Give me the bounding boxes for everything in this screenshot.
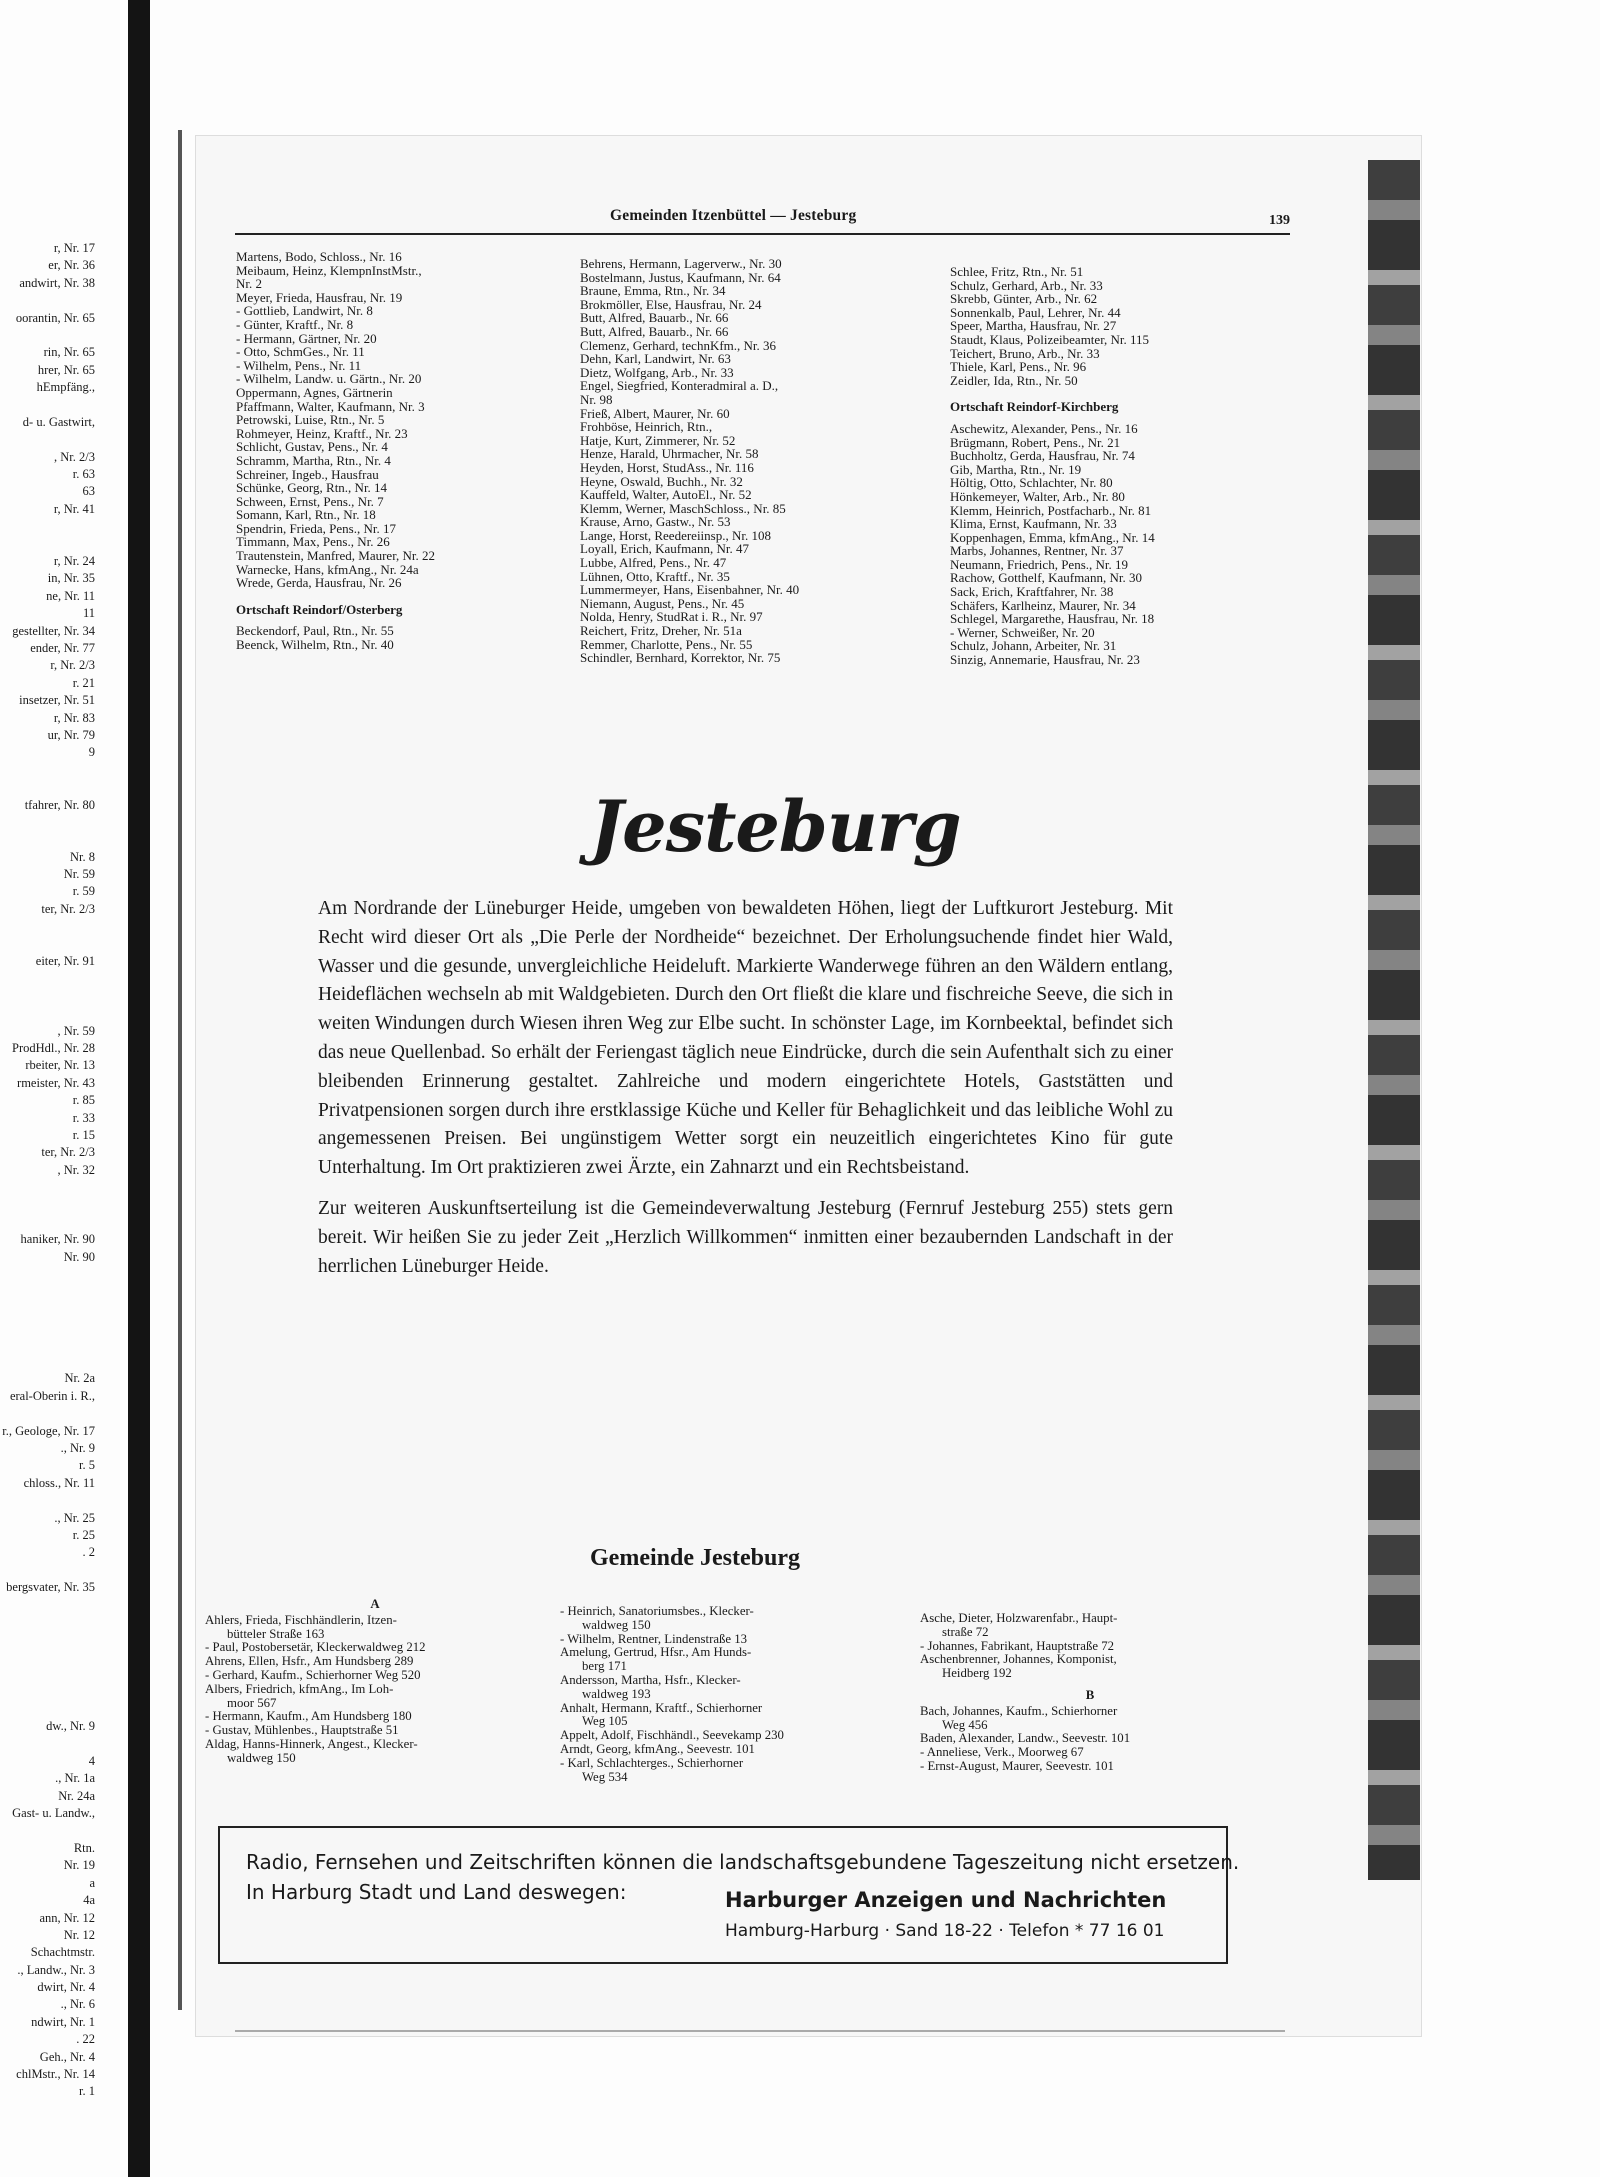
resident-entry-continuation: Weg 456: [942, 1717, 988, 1732]
page-gutter: [178, 130, 182, 2010]
directory-entry: haniker, Nr. 90: [20, 1232, 95, 1247]
directory-entry: Brokmöller, Else, Hausfrau, Nr. 24: [580, 296, 762, 312]
directory-entry: Schulz, Johann, Arbeiter, Nr. 31: [950, 638, 1117, 654]
directory-entry: . 2: [82, 1545, 95, 1560]
directory-entry: chlMstr., Nr. 14: [16, 2067, 95, 2082]
resident-entry-continuation: waldweg 150: [582, 1617, 651, 1632]
directory-entry: , Nr. 2/3: [54, 449, 95, 464]
directory-entry: 4a: [83, 1893, 95, 1908]
directory-entry: - Otto, SchmGes., Nr. 11: [236, 344, 365, 360]
directory-entry: Dietz, Wolfgang, Arb., Nr. 33: [580, 364, 734, 380]
directory-entry: oorantin, Nr. 65: [15, 310, 95, 325]
directory-entry: Teichert, Bruno, Arb., Nr. 33: [950, 345, 1100, 361]
directory-entry: [0, 1631, 170, 1648]
directory-entry: Geh., Nr. 4: [39, 2049, 95, 2064]
directory-entry: [0, 1701, 170, 1718]
directory-entry: [0, 431, 170, 448]
directory-entry: 9: [88, 745, 95, 760]
directory-entry: tfahrer, Nr. 80: [24, 797, 95, 812]
directory-entry: Skrebb, Günter, Arb., Nr. 62: [950, 291, 1098, 307]
resident-entry: Bach, Johannes, Kaufm., Schierhorner: [920, 1703, 1118, 1718]
directory-entry: [0, 327, 170, 344]
directory-entry: Butt, Alfred, Bauarb., Nr. 66: [580, 310, 729, 326]
resident-entry: - Ernst-August, Maurer, Seevestr. 101: [920, 1758, 1114, 1773]
directory-entry: Buchholtz, Gerda, Hausfrau, Nr. 74: [950, 448, 1135, 464]
directory-entry: Sonnenkalb, Paul, Lehrer, Nr. 44: [950, 304, 1121, 320]
directory-entry: Schulz, Gerhard, Arb., Nr. 33: [950, 277, 1103, 293]
directory-entry: ., Nr. 6: [60, 1997, 95, 2012]
directory-entry: Remmer, Charlotte, Pens., Nr. 55: [580, 636, 753, 652]
resident-entry-continuation: moor 567: [227, 1695, 277, 1710]
gemeinde-heading: Gemeinde Jesteburg: [590, 1545, 800, 1571]
directory-entry: , Nr. 32: [57, 1162, 95, 1177]
resident-column-b: [920, 1612, 1260, 1774]
directory-entry: [0, 536, 170, 553]
directory-entry: ann, Nr. 12: [39, 1910, 95, 1925]
directory-entry: Nolda, Henry, StudRat i. R., Nr. 97: [580, 609, 763, 625]
directory-entry: Somann, Karl, Rtn., Nr. 18: [236, 507, 376, 523]
directory-entry: , Nr. 59: [57, 1023, 95, 1038]
directory-entry: [0, 1405, 170, 1422]
directory-entry: Bostelmann, Justus, Kaufmann, Nr. 64: [580, 269, 781, 285]
directory-entry: Höltig, Otto, Schlachter, Nr. 80: [950, 475, 1113, 491]
directory-entry: Klemm, Werner, MaschSchloss., Nr. 85: [580, 500, 786, 516]
directory-entry: Clemenz, Gerhard, technKfm., Nr. 36: [580, 337, 777, 353]
directory-entry: r. 21: [72, 675, 95, 690]
directory-entry: Kauffeld, Walter, AutoEl., Nr. 52: [580, 487, 752, 503]
directory-entry: rbeiter, Nr. 13: [25, 1058, 95, 1073]
directory-entry: Schween, Ernst, Pens., Nr. 7: [236, 493, 384, 509]
ad-line-1: Radio, Fernsehen und Zeitschriften können die landschaftsgebundene Tageszeitung nicht ersetzen.: [246, 1850, 1240, 1874]
directory-entry: Schünke, Georg, Rtn., Nr. 14: [236, 480, 388, 496]
directory-entry: Frohböse, Heinrich, Rtn.,: [580, 419, 713, 435]
directory-entry: insetzer, Nr. 51: [19, 693, 95, 708]
directory-entry: Timmann, Max, Pens., Nr. 26: [236, 534, 390, 550]
directory-entry: [0, 988, 170, 1005]
directory-entry: Dehn, Karl, Landwirt, Nr. 63: [580, 351, 731, 367]
osterberg-list: [236, 624, 566, 651]
directory-entry: [0, 1614, 170, 1631]
directory-entry: Spendrin, Frieda, Pens., Nr. 17: [236, 520, 396, 536]
resident-entry-continuation: berg 171: [582, 1659, 627, 1674]
directory-entry: [0, 1214, 170, 1231]
directory-entry: Rtn.: [73, 1840, 95, 1855]
directory-entry: Trautenstein, Manfred, Maurer, Nr. 22: [236, 548, 436, 564]
directory-entry: Nr. 19: [63, 1858, 95, 1873]
directory-entry: [0, 1336, 170, 1353]
reindorf-list: [580, 257, 910, 665]
resident-list-a2: [560, 1605, 905, 1784]
resident-entry: Andersson, Martha, Hsfr., Klecker-: [560, 1672, 741, 1687]
directory-entry: ., Nr. 9: [60, 1440, 95, 1455]
directory-entry: andwirt, Nr. 38: [19, 275, 95, 290]
resident-entry-continuation: bütteler Straße 163: [227, 1626, 325, 1641]
resident-column-a2: [560, 1605, 905, 1784]
resident-entry: - Gustav, Mühlenbes., Hauptstraße 51: [205, 1723, 399, 1738]
directory-entry: Nr. 12: [63, 1927, 95, 1942]
directory-entry: ne, Nr. 11: [46, 588, 95, 603]
directory-entry: Nr. 2a: [64, 1371, 95, 1386]
newspaper-advertisement: [218, 1826, 1240, 1964]
directory-entry: Schlee, Fritz, Rtn., Nr. 51: [950, 264, 1084, 279]
directory-entry: ., Nr. 25: [54, 1510, 95, 1525]
directory-entry: rmeister, Nr. 43: [17, 1075, 95, 1090]
directory-entry: [0, 762, 170, 779]
resident-entry: Anhalt, Hermann, Kraftf., Schierhorner: [560, 1700, 763, 1715]
directory-entry: Heyden, Horst, StudAss., Nr. 116: [580, 459, 754, 475]
resident-entry: - Paul, Postobersetär, Kleckerwaldweg 212: [205, 1640, 426, 1655]
directory-entry: [0, 1318, 170, 1335]
kirchberg-list: [950, 422, 1280, 667]
directory-entry: . 22: [76, 2032, 95, 2047]
resident-entry-continuation: waldweg 193: [582, 1686, 651, 1701]
directory-entry: - Wilhelm, Pens., Nr. 11: [236, 357, 362, 373]
directory-entry: gestellter, Nr. 34: [12, 623, 95, 638]
directory-entry: bergsvater, Nr. 35: [6, 1580, 95, 1595]
directory-entry: r., Geologe, Nr. 17: [2, 1423, 95, 1438]
directory-entry: [0, 1179, 170, 1196]
directory-entry: r. 63: [72, 467, 95, 482]
directory-entry: [0, 1562, 170, 1579]
directory-entry: Meibaum, Heinz, KlempnInstMstr.,: [236, 262, 422, 278]
directory-entry: Sack, Erich, Kraftfahrer, Nr. 38: [950, 584, 1114, 600]
directory-entry: - Werner, Schweißer, Nr. 20: [950, 624, 1095, 640]
directory-entry: Nr. 59: [63, 867, 95, 882]
directory-entry: - Günter, Kraftf., Nr. 8: [236, 316, 354, 332]
directory-entry: Gib, Martha, Rtn., Nr. 19: [950, 461, 1082, 477]
osterberg-heading: Ortschaft Reindorf/Osterberg: [236, 601, 403, 617]
directory-entry: Nr. 98: [580, 391, 613, 407]
directory-entry: r, Nr. 83: [53, 710, 95, 725]
directory-entry: Nr. 2: [236, 276, 262, 292]
directory-entry: ender, Nr. 77: [30, 640, 95, 655]
directory-entry: Hatje, Kurt, Zimmerer, Nr. 52: [580, 432, 736, 448]
resident-entry: Aschenbrenner, Johannes, Komponist,: [920, 1652, 1117, 1667]
resident-entry: Ahrens, Ellen, Hsfr., Am Hundsberg 289: [205, 1654, 414, 1669]
ad-address: Hamburg-Harburg · Sand 18-22 · Telefon * 77 16 01: [725, 1921, 1165, 1941]
directory-entry: [0, 1666, 170, 1683]
directory-entry: [0, 1301, 170, 1318]
directory-entry: dwirt, Nr. 4: [37, 1980, 95, 1995]
letter-heading-b: B: [1085, 1687, 1095, 1702]
directory-entry: Lummermeyer, Hans, Eisenbahner, Nr. 40: [580, 582, 800, 598]
directory-entry: Loyall, Erich, Kaufmann, Nr. 47: [580, 541, 749, 557]
directory-entry: hrer, Nr. 65: [37, 362, 95, 377]
directory-entry: Heyne, Oswald, Buchh., Nr. 32: [580, 473, 743, 489]
resident-entry: Aldag, Hanns-Hinnerk, Angest., Klecker-: [205, 1736, 418, 1751]
directory-entry: r. 33: [72, 1110, 95, 1125]
directory-entry: d- u. Gastwirt,: [22, 414, 95, 429]
resident-entry: Appelt, Adolf, Fischhändl., Seevekamp 230: [560, 1728, 784, 1743]
directory-entry: Henze, Harald, Uhrmacher, Nr. 58: [580, 446, 759, 462]
directory-entry: Zeidler, Ida, Rtn., Nr. 50: [950, 372, 1078, 388]
directory-entry: eral-Oberin i. R.,: [9, 1388, 95, 1403]
directory-entry: Aschewitz, Alexander, Pens., Nr. 16: [950, 420, 1138, 436]
directory-entry: eiter, Nr. 91: [35, 954, 95, 969]
directory-entry: ProdHdl., Nr. 28: [12, 1040, 95, 1055]
directory-entry: 4: [88, 1753, 95, 1768]
directory-entry: Schäfers, Karlheinz, Maurer, Nr. 34: [950, 597, 1136, 613]
directory-entry: [0, 1649, 170, 1666]
resident-column-a: [205, 1598, 545, 1766]
directory-entry: hEmpfäng.,: [36, 380, 95, 395]
resident-entry: - Anneliese, Verk., Moorweg 67: [920, 1745, 1084, 1760]
directory-entry: Neumann, Friedrich, Pens., Nr. 19: [950, 556, 1129, 572]
directory-entry: r, Nr. 24: [53, 554, 95, 569]
resident-entry: Albers, Friedrich, kfmAng., Im Loh-: [205, 1681, 394, 1696]
directory-entry: Schachtmstr.: [30, 1945, 95, 1960]
directory-entry: Rachow, Gotthelf, Kaufmann, Nr. 30: [950, 570, 1142, 586]
directory-entry: r. 59: [72, 884, 95, 899]
directory-entry: [0, 970, 170, 987]
directory-entry: Krause, Arno, Gastw., Nr. 53: [580, 514, 731, 530]
directory-entry: [0, 1005, 170, 1022]
resident-entry: Ahlers, Frieda, Fischhändlerin, Itzen-: [205, 1612, 397, 1627]
directory-entry: er, Nr. 36: [48, 258, 95, 273]
directory-entry: ur, Nr. 79: [47, 727, 95, 742]
resident-entry: Amelung, Gertrud, Hfsr., Am Hunds-: [560, 1645, 752, 1660]
intro-paragraph-1: Am Nordrande der Lüneburger Heide, umgeben von bewaldeten Höhen, liegt der Luftkurort Jesteburg. Mit Recht wird dieser Ort als „Die Perle der Nordheide“ bezeichnet. Der Erholungsuchende findet hier Wald, Wasser und die gesunde, unvergleichliche Heideluft. Markierte Wanderwege führen an den Wäldern entlang, Heideflächen wechseln ab mit Waldgebieten. Durch den Ort fließt die klare und fischreiche Seeve, die sich in weiten Windungen durch Wiesen ihren Weg zur Elbe sucht. In schönster Lage, im Kornbeektal, befindet sich das neue Quellenbad. So erhält der Feriengast täglich neue Eindrücke, durch die sein Aufenthalt sich zu einer bleibenden Erinnerung gestaltet. Zahlreiche und modern eingerichtete Hotels, Gaststätten und Privatpensionen sorgen durch ihre erstklassige Küche und Keller für Behaglichkeit und das leibliche Wohl zu angemessenen Preisen. Bei ungünstigem Wetter sorgt ein neuzeitlich eingerichtetes Kino für gute Unterhaltung. Im Ort praktizieren zwei Ärzte, ein Zahnarzt und ein Rechtsbeistand.: [318, 898, 1173, 1179]
directory-entry: Niemann, August, Pens., Nr. 45: [580, 595, 745, 611]
directory-entry: [0, 779, 170, 796]
directory-entry: Warnecke, Hans, kfmAng., Nr. 24a: [236, 561, 419, 577]
directory-column-1: [236, 250, 566, 652]
resident-entry: - Karl, Schlachterges., Schierhorner: [560, 1755, 744, 1770]
directory-entry: Engel, Siegfried, Konteradmiral a. D.,: [580, 378, 779, 394]
directory-entry: Lühnen, Otto, Kraftf., Nr. 35: [580, 568, 730, 584]
directory-entry: Beenck, Wilhelm, Rtn., Nr. 40: [236, 637, 394, 653]
directory-entry: [0, 1353, 170, 1370]
directory-entry: r. 1: [79, 2084, 95, 2099]
directory-entry: Butt, Alfred, Bauarb., Nr. 66: [580, 323, 729, 339]
directory-entry: [0, 1283, 170, 1300]
directory-entry: r. 5: [79, 1458, 95, 1473]
left-page-fragments: [0, 240, 170, 2101]
directory-entry: Koppenhagen, Emma, kfmAng., Nr. 14: [950, 529, 1155, 545]
directory-entry: Hönkemeyer, Walter, Arb., Nr. 80: [950, 488, 1125, 504]
directory-entry: Schramm, Martha, Rtn., Nr. 4: [236, 452, 391, 468]
directory-entry: Nr. 8: [70, 849, 95, 864]
directory-entry: [0, 1492, 170, 1509]
directory-entry: ter, Nr. 2/3: [41, 901, 95, 916]
directory-entry: r. 15: [72, 1127, 95, 1142]
resident-entry-continuation: Weg 534: [582, 1769, 628, 1784]
directory-entry: ., Landw., Nr. 3: [17, 1962, 95, 1977]
directory-entry: a: [89, 1875, 95, 1890]
directory-entry: chloss., Nr. 11: [23, 1475, 95, 1490]
directory-entry: rin, Nr. 65: [43, 345, 95, 360]
ad-line-2: In Harburg Stadt und Land deswegen:: [246, 1880, 627, 1904]
resident-entry-continuation: Weg 105: [582, 1714, 628, 1729]
directory-entry: [0, 1736, 170, 1753]
directory-entry: [0, 1266, 170, 1283]
intro-paragraph-2: Zur weiteren Auskunftserteilung ist die Gemeindeverwaltung Jesteburg (Fernruf Jesteburg 255) stets gern bereit. Wir heißen Sie zu jeder Zeit „Herzlich Willkommen“ inmitten einer bezaubernden Landschaft in der herrlichen Lüneburger Heide.: [318, 1197, 1173, 1277]
directory-entry: Nr. 90: [63, 1249, 95, 1264]
directory-entry: [0, 518, 170, 535]
directory-entry: ter, Nr. 2/3: [41, 1145, 95, 1160]
page-number: 139: [1269, 213, 1290, 228]
directory-entry: Braune, Emma, Rtn., Nr. 34: [580, 283, 726, 299]
directory-entry: Schlicht, Gustav, Pens., Nr. 4: [236, 439, 388, 455]
resident-entry: - Hermann, Kaufm., Am Hundsberg 180: [205, 1709, 412, 1724]
directory-entry: - Hermann, Gärtner, Nr. 20: [236, 330, 377, 346]
directory-entry: [0, 1596, 170, 1613]
directory-entry: [0, 936, 170, 953]
resident-entry: - Wilhelm, Rentner, Lindenstraße 13: [560, 1631, 748, 1646]
directory-entry: Lubbe, Alfred, Pens., Nr. 47: [580, 555, 727, 571]
directory-entry: Frieß, Albert, Maurer, Nr. 60: [580, 405, 730, 421]
directory-entry: Brügmann, Robert, Pens., Nr. 21: [950, 434, 1121, 450]
directory-entry: Klima, Ernst, Kaufmann, Nr. 33: [950, 516, 1117, 532]
directory-entry: Reichert, Fritz, Dreher, Nr. 51a: [580, 623, 742, 639]
directory-entry: Sinzig, Annemarie, Hausfrau, Nr. 23: [950, 652, 1140, 668]
intro-text: [318, 895, 1173, 1293]
directory-entry: [0, 1196, 170, 1213]
directory-entry: Wrede, Gerda, Hausfrau, Nr. 26: [236, 575, 402, 591]
directory-entry: - Wilhelm, Landw. u. Gärtn., Nr. 20: [236, 371, 422, 387]
directory-column-2: [580, 257, 910, 665]
directory-entry: ., Nr. 1a: [55, 1771, 95, 1786]
directory-entry: Behrens, Hermann, Lagerverw., Nr. 30: [580, 256, 782, 271]
resident-entry: Asche, Dieter, Holzwarenfabr., Haupt-: [920, 1611, 1118, 1625]
directory-entry: in, Nr. 35: [47, 571, 95, 586]
directory-entry: r, Nr. 2/3: [50, 658, 95, 673]
resident-entry: - Gerhard, Kaufm., Schierhorner Weg 520: [205, 1667, 421, 1682]
resident-list-a: [205, 1614, 545, 1766]
directory-entry: Meyer, Frieda, Hausfrau, Nr. 19: [236, 289, 403, 305]
directory-column-3: [950, 265, 1280, 667]
directory-entry: r, Nr. 41: [53, 501, 95, 516]
resident-entry: - Heinrich, Sanatoriumsbes., Klecker-: [560, 1604, 754, 1618]
directory-entry: Beckendorf, Paul, Rtn., Nr. 55: [236, 623, 394, 639]
resident-entry-continuation: Heidberg 192: [942, 1666, 1012, 1681]
directory-entry: Klemm, Heinrich, Postfacharb., Nr. 81: [950, 502, 1152, 518]
directory-entry: r. 85: [72, 1093, 95, 1108]
resident-entry-continuation: straße 72: [942, 1624, 989, 1639]
directory-entry: [0, 918, 170, 935]
directory-entry: Oppermann, Agnes, Gärtnerin: [236, 384, 393, 400]
directory-entry: Lange, Horst, Reedereiinsp., Nr. 108: [580, 527, 771, 543]
running-title: Gemeinden Itzenbüttel — Jesteburg: [610, 207, 857, 224]
kirchberg-heading: Ortschaft Reindorf-Kirchberg: [950, 399, 1119, 415]
directory-entry: Speer, Martha, Hausfrau, Nr. 27: [950, 318, 1117, 334]
directory-entry: [0, 1823, 170, 1840]
directory-entry: [0, 397, 170, 414]
directory-entry: Rohmeyer, Heinz, Kraftf., Nr. 23: [236, 425, 408, 441]
directory-entry: 11: [82, 606, 95, 621]
ad-brand: Harburger Anzeigen und Nachrichten: [725, 1888, 1167, 1912]
section-title: Jesteburg: [590, 785, 961, 868]
directory-entry: Pfaffmann, Walter, Kaufmann, Nr. 3: [236, 398, 425, 414]
page-edge-shadow: [1368, 160, 1420, 1880]
resident-list-a3: [920, 1612, 1260, 1681]
directory-entry: [0, 292, 170, 309]
directory-entry: Gast- u. Landw.,: [12, 1806, 95, 1821]
resident-entry: Baden, Alexander, Landw., Seevestr. 101: [920, 1731, 1131, 1746]
reindorf-list-continued: [950, 265, 1280, 387]
directory-entry: Schreiner, Ingeb., Hausfrau: [236, 466, 379, 482]
directory-entry: - Gottlieb, Landwirt, Nr. 8: [236, 303, 373, 319]
resident-entry: - Johannes, Fabrikant, Hauptstraße 72: [920, 1638, 1115, 1653]
directory-entry: r. 25: [72, 1527, 95, 1542]
letter-heading-a: A: [370, 1597, 380, 1611]
directory-entry: Staudt, Klaus, Polizeibeamter, Nr. 115: [950, 331, 1150, 347]
directory-entry: Nr. 24a: [58, 1788, 95, 1803]
directory-entry: 63: [82, 484, 95, 499]
directory-entry: r, Nr. 17: [53, 241, 95, 255]
directory-entry: [0, 814, 170, 831]
directory-entry: dw., Nr. 9: [46, 1719, 95, 1734]
resident-entry: Arndt, Georg, kfmAng., Seevestr. 101: [560, 1741, 755, 1756]
footer-rule: [235, 2030, 1285, 2032]
resident-list-b: [920, 1705, 1260, 1774]
resident-entry-continuation: waldweg 150: [227, 1750, 296, 1765]
directory-entry: Martens, Bodo, Schloss., Nr. 16: [236, 249, 402, 264]
directory-entry: Thiele, Karl, Pens., Nr. 96: [950, 359, 1087, 375]
itzenbuettel-list: [236, 250, 566, 590]
directory-entry: Schindler, Bernhard, Korrektor, Nr. 75: [580, 650, 781, 666]
directory-entry: ndwirt, Nr. 1: [31, 2014, 95, 2029]
directory-entry: [0, 1683, 170, 1700]
directory-entry: Petrowski, Luise, Rtn., Nr. 5: [236, 412, 385, 428]
directory-entry: [0, 831, 170, 848]
page-header: [235, 205, 1290, 235]
directory-entry: Schlegel, Margarethe, Hausfrau, Nr. 18: [950, 611, 1155, 627]
directory-entry: Marbs, Johannes, Rentner, Nr. 37: [950, 543, 1124, 559]
